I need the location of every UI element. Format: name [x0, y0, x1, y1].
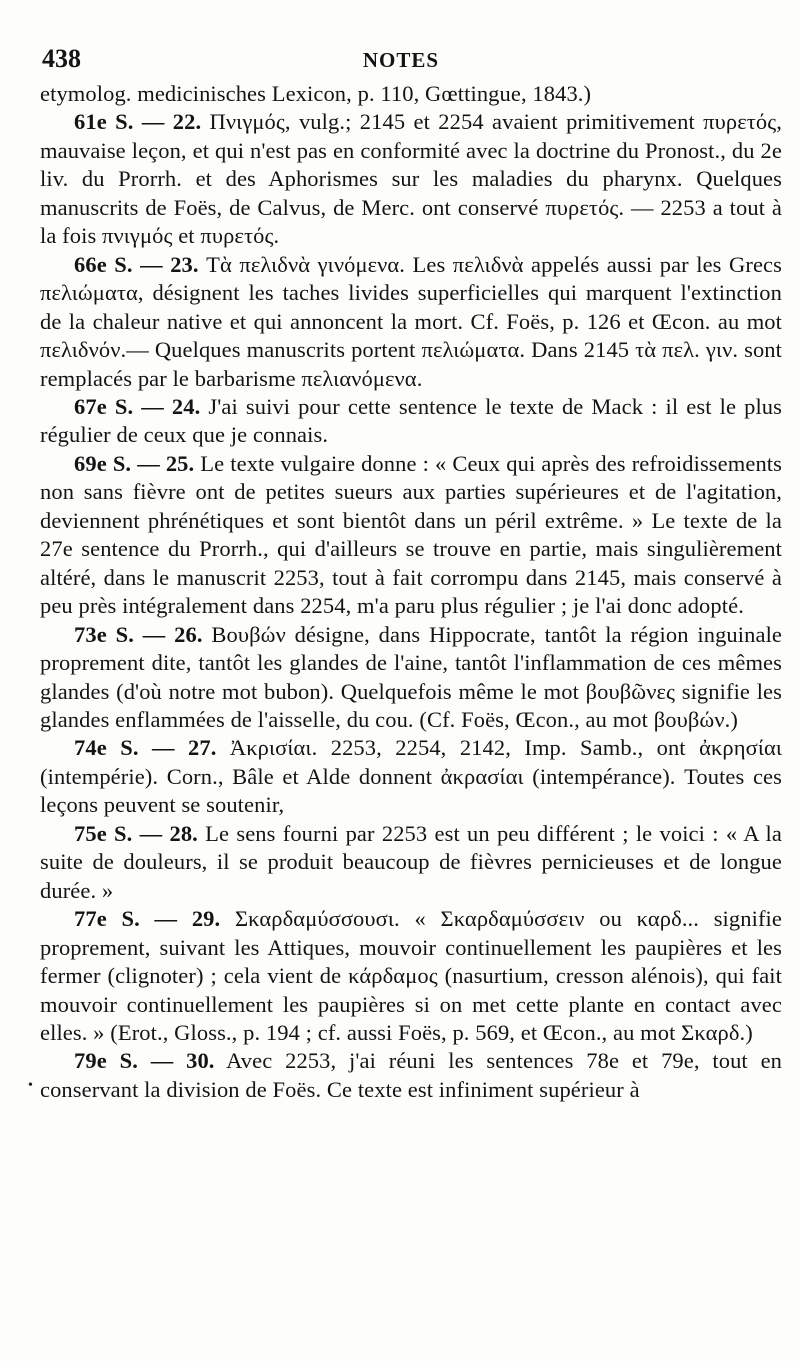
note-label: 75e S. — 28. — [74, 820, 198, 846]
note-text: Τὰ πελιδνὰ γινόμενα. Les πελιδνὰ appelés aussi par les Grecs πελιώματα, désignent les taches livides superficielles qui marquent l'extinction de la chaleur native et qui annoncent la mort. Cf. Foës, p. 126 et Œcon. au mot πελιδνόν.— Quelques manuscrits portent πελιώματα. Dans 2145 τὰ πελ. γιν. sont remplacés par le barbarisme πελιανόμενα. — [40, 251, 782, 391]
note-label: 61e S. — 22. — [74, 109, 202, 135]
note-66 — [40, 251, 782, 393]
note-text: Ἀκρισίαι. 2253, 2254, 2142, Imp. Samb., ont ἀκρησίαι (intempérie). Corn., Bâle et Alde donnent ἀκρασίαι (intempérance). Toutes ces leçons peuvent se soutenir, — [40, 735, 783, 818]
note-label: 67e S. — 24. — [74, 393, 201, 419]
note-75 — [40, 820, 782, 905]
note-text: Πνιγμός, vulg.; 2145 et 2254 avaient primitivement πυρετός, mauvaise leçon, et qui n'est pas en conformité avec la doctrine du Pronost., du 2e liv. du Prorrh. et des Aphorismes sur les maladies du pharynx. Quelques manuscrits de Foës, de Calvus, de Merc. ont conservé πυρετός. — 2253 a tout à la fois πνιγμός et πυρετός. — [40, 109, 782, 249]
note-label: 74e S. — 27. — [74, 735, 217, 761]
note-label: 73e S. — 26. — [74, 621, 203, 647]
note-73 — [40, 621, 782, 735]
note-79 — [40, 1047, 782, 1104]
note-label: 79e S. — 30. — [74, 1048, 215, 1074]
note-text: Avec 2253, j'ai réuni les sentences 78e et 79e, tout en conservant la division de Foës. Ce texte est infiniment supérieur à — [40, 1048, 783, 1102]
note-text: Le texte vulgaire donne : « Ceux qui après des refroidissements non sans fièvre ont de petites sueurs aux parties supérieures et de l'agitation, deviennent phrénétiques et sont bientôt dans un péril extrême. » Le texte de la 27e sentence du Prorrh., qui d'ailleurs se trouve en partie, mais singulièrement altéré, dans le manuscrit 2253, tout à fait corrompu dans 2145, mais conservé à peu près intégralement dans 2254, m'a paru plus régulier ; je l'ai donc adopté. — [40, 450, 782, 619]
note-text: Σκαρδαμύσσουσι. « Σκαρδαμύσσειν ou καρδ... signifie proprement, suivant les Attiques, mouvoir continuellement les paupières et les fermer (clignoter) ; cela vient de κάρδαμος (nasurtium, cresson alénois), qui fait mouvoir continuellement les paupières si on met cette plante en contact avec elles. » (Erot., Gloss., p. 194 ; cf. aussi Foës, p. 569, et Œcon., au mot Σκαρδ.) — [40, 906, 782, 1045]
note-74 — [40, 734, 782, 819]
note-69 — [40, 450, 782, 621]
note-77 — [40, 905, 782, 1047]
note-text: Βουβών désigne, dans Hippocrate, tantôt la région inguinale proprement dite, tantôt les glandes de l'aine, tantôt l'inflammation de ces mêmes glandes (d'où notre mot bubon). Quelquefois même le mot βουβῶνες signifie les glandes enflammées de l'aisselle, du cou. (Cf. Foës, Œcon., au mot βουβών.) — [40, 621, 783, 732]
page-number: 438 — [42, 44, 81, 73]
note-text: Le sens fourni par 2253 est un peu différent ; le voici : « A la suite de douleurs, il se produit beaucoup de fièvres pernicieuses et de longue durée. » — [40, 820, 782, 903]
note-label: 69e S. — 25. — [74, 450, 195, 476]
note-label: 77e S. — 29. — [74, 906, 221, 932]
running-head — [42, 44, 760, 76]
note-text: etymolog. medicinisches Lexicon, p. 110, Gœttingue, 1843.) — [40, 81, 592, 106]
running-title: NOTES — [362, 48, 440, 72]
note-61 — [40, 108, 782, 250]
note-label: 66e S. — 23. — [74, 251, 199, 277]
margin-mark: • — [28, 1078, 33, 1093]
notes-body — [40, 80, 782, 1104]
note-67 — [40, 393, 782, 450]
note-text: J'ai suivi pour cette sentence le texte de Mack : il est le plus régulier de ceux que je connais. — [40, 393, 783, 448]
note-continuation — [40, 80, 782, 108]
